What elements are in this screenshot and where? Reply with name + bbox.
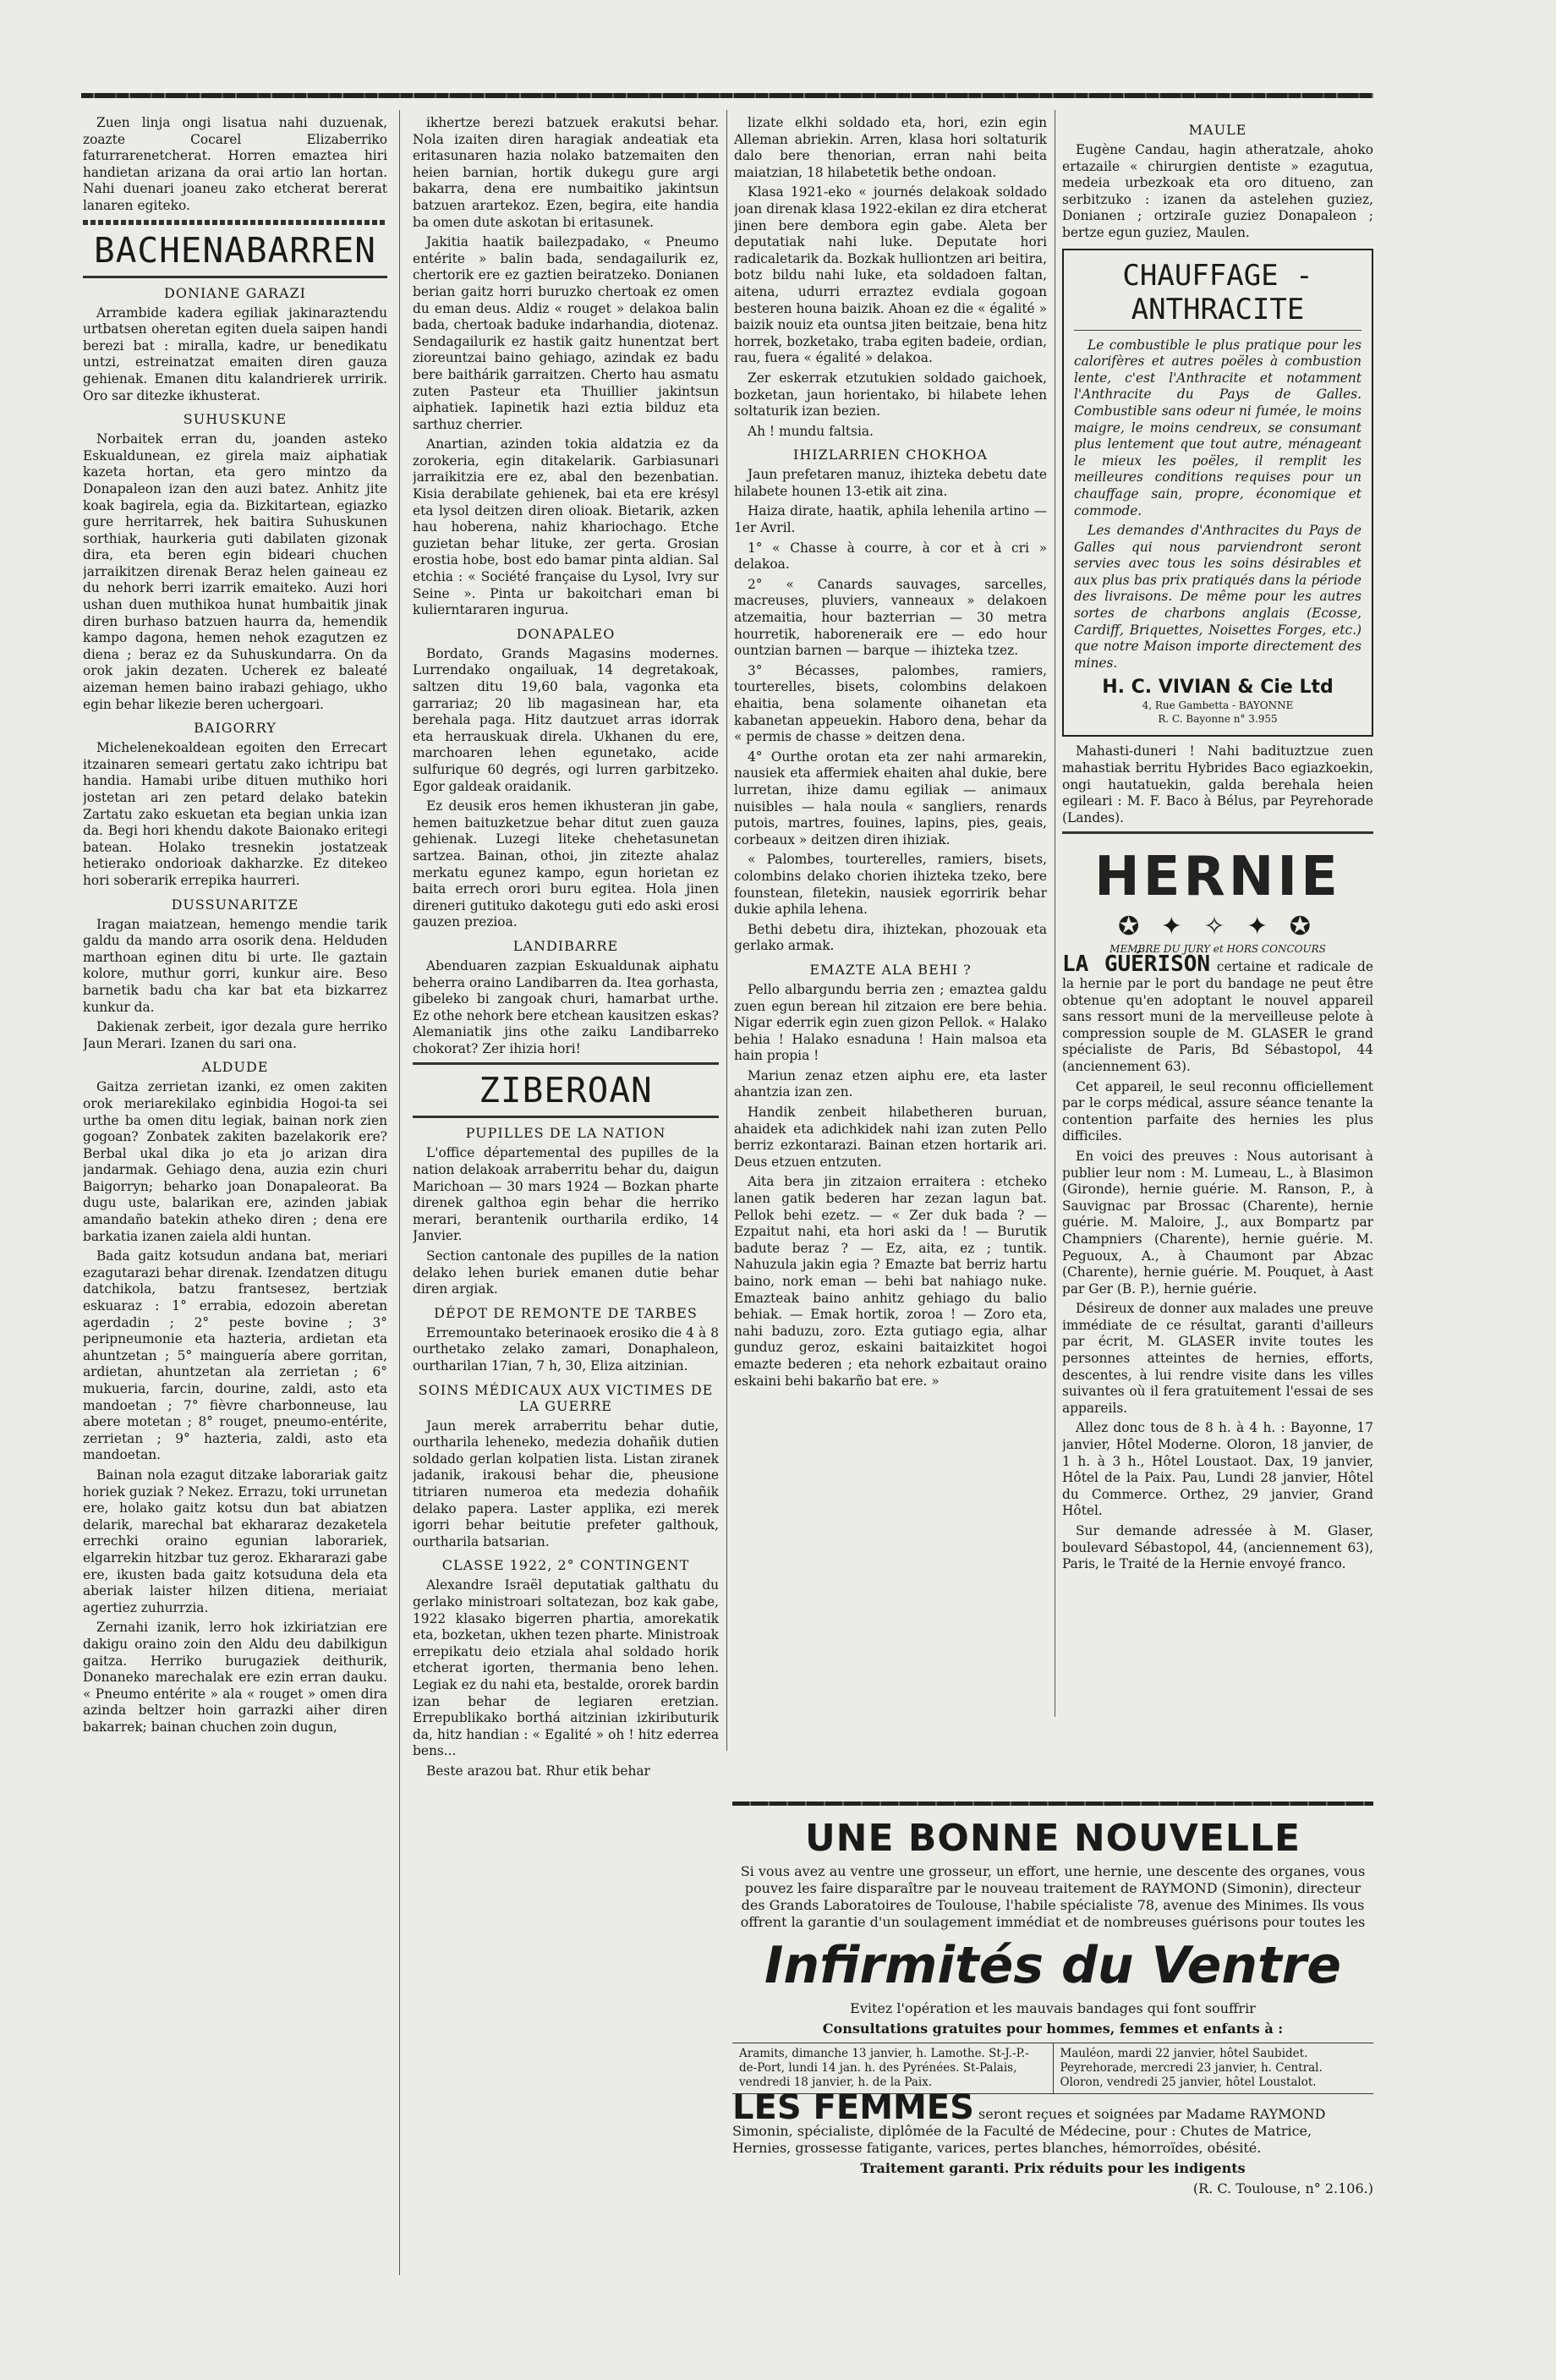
- paragraph: Dakienak zerbeit, igor dezala gure herriko Jaun Merari. Izanen du sari ona.: [83, 1019, 387, 1051]
- paragraph: Jaun merek arraberritu behar dutie, ourtharila leheneko, medezia dohañik dutien soldado gerlan kolpatien lista. Listan ziranek jadanik, irakousi behar die, pheusione titriaren numeroa eta medezia dohañik delako papera. Laster applika, ezi merek igorri behar beitutie prefeter galthouk, ourtharila batsarian.: [413, 1418, 719, 1549]
- divider: [413, 1116, 719, 1118]
- article-heading: SUHUSKUNE: [183, 411, 288, 428]
- paragraph: En voici des preuves : Nous autorisant à publier leur nom : M. Lumeau, L., à Blasimon (Gironde), hernie guérie. M. Ranson, P., à Sauvignac par Brossac (Charente), hernie guérie. M. Maloire, J., aux Bompartz par Champniers (Charente), hernie guérie. M. Peguoux, A., à Chaumont par Abzac (Charente), hernie guérie. M. Pouquet, à Aast par Ger (B. P.), hernie guérie.: [1062, 1148, 1373, 1297]
- paragraph: Zer eskerrak etzutukien soldado gaichoek, bozketan, jaun horientako, bi hilabete lehen soltaturik izan bezien.: [734, 370, 1047, 420]
- article-heading: DUSSUNARITZE: [171, 896, 299, 913]
- article-heading: ALDUDE: [201, 1059, 269, 1076]
- raymond-advert: [732, 1813, 1373, 2321]
- paragraph: Désireux de donner aux malades une preuve immédiate de ce résultat, garanti d'ailleurs par écrit, M. GLASER invite toutes les personnes atteintes de hernies, efforts, descentes, à lui rendre visite dans les villes suivantes où il fera gratuitement l'essai de ses appareils.: [1062, 1301, 1373, 1416]
- paragraph: Le combustible le plus pratique pour les calorifères et autres poëles à combustion lente, c'est l'Anthracite et notamment l'Anthracite du Pays de Galles. Combustible sans odeur ni fumée, le moins maigre, le moins cendreux, se consumant plus lentement que tout autre, ménageant le mieux les poëles, il remplit les meilleures conditions requises pour un chauffage sain, propre, économique et commode.: [1074, 337, 1362, 518]
- paragraph: Aita bera jin zitzaion erraitera : etcheko lanen gatik bederen har zezan lagun bat. Pellok behi ezetz. — « Zer duk bada ? — Ezpaitut nahi, eta hori aski da ! — Burutik badute beraz ? — Ez, aita, ez ; tuntik. Nahuzula jakin egia ? Emazte bat berriz hartu baino, nork eman — behi bat nahiago nuke. Emazteak baino anhitz gehiago du balio behiak. — Emak hortik, zoroa ! — Zoro eta, nahi baduzu, zoro. Ezta gutiago egia, alhar gunduz geroz, eskaini baitaizkitet hogoi emazte bederen ; eta nehork ezbaitaut oraino eskaini behi bakarño bat ere. »: [734, 1174, 1047, 1389]
- section-title: ZIBEROAN: [479, 1070, 653, 1111]
- paragraph: 4° Ourthe orotan eta zer nahi armarekin, nausiek eta affermiek ehaiten ahal dukie, bere lurretan, ihize damu egiliak — animaux nuisibles — hala noula « sangliers, renards putois, martres, fouines, lapins, pies, geais, corbeaux » deitzen diren ihiziak.: [734, 749, 1047, 847]
- advert-address: 4, Rue Gambetta - BAYONNE: [1142, 699, 1294, 712]
- paragraph: Cet appareil, le seul reconnu officiellement par le corps médical, assure séance tenante la contention parfaite des hernies les plus difficiles.: [1062, 1078, 1373, 1144]
- newspaper-page: [81, 85, 1373, 2351]
- advert-top-rule: [732, 1801, 1373, 1806]
- paragraph: Abenduaren zazpian Eskualdunak aiphatu beherra oraino Landibarren da. Itea gorhasta, gibeleko bi zangoak churi, hamarbat urthe. Ez othe nehork bere etchean kausitzen eskas? Alemaniatik jins othe zaiku Landibarreko chokorat? Zer ihizia hori!: [413, 957, 719, 1056]
- paragraph: Handik zenbeit hilabetheren buruan, ahaidek eta adichkidek nahi izan zuten Pello berriz ezkontarazi. Bainan etzen hortarik ari. Deus etzuen entzuten.: [734, 1105, 1047, 1170]
- paragraph: Ah ! mundu faltsia.: [748, 423, 874, 439]
- advert-rc: (R. C. Toulouse, n° 2.106.): [1192, 2180, 1373, 2196]
- paragraph: certaine et radicale de la hernie par le port du bandage ne peut être obtenue qu'en adoptant le nouvel appareil sans ressort muni de la merveilleuse pelote à compression souple de M. GLASER le grand spécialiste de Paris, Bd Sébastopol, 44 (anciennement 63).: [1062, 959, 1373, 1074]
- advert-subtitle: MEMBRE DU JURY et HORS CONCOURS: [1109, 943, 1326, 956]
- paragraph: Sur demande adressée à M. Glaser, boulevard Sébastopol, 44, (anciennement 63), Paris, le Traité de la Hernie envoyé franco.: [1062, 1523, 1373, 1572]
- paragraph: Zuen linja ongi lisatua nahi duzuenak, zoazte Cocarel Elizaberriko faturrarenetcherat. Horren emaztea hiri handietan arizana da orai artio lan hortan. Nahi duenari joaneu zako etcherat bererat lanaren egiteko.: [83, 115, 387, 213]
- paragraph: Mariun zenaz etzen aiphu ere, eta laster ahantzia izan zen.: [734, 1067, 1047, 1100]
- article-heading: DÉPOT DE REMONTE DE TARBES: [434, 1304, 698, 1321]
- advert-heading: CHAUFFAGE - ANTHRACITE: [1074, 259, 1362, 331]
- column-rule: [399, 110, 400, 2275]
- paragraph: Klasa 1921-eko « journés delakoak soldado joan direnak klasa 1922-ekilan ez dira etcherat jinen bere dembora egin gabe. Aleta ber deputatiak nahi luke. Deputate hori radicaletarik da. Bozkak hulliontzen ari beitira, botz bildu nahi luke, eta soldadoen faltan, aitena, udurri erraztez evdiala gogoan besteren houna baizik. Ahoan ez die « égalité » baizik nouiz eta ountsa jiten beitzaie, bena hitz horrek, bozketako, traba egiten badeie, ordian, rau, fuera « égalité » delakoa.: [734, 184, 1047, 366]
- consultation-left: Aramits, dimanche 13 janvier, h. Lamothe. St-J.-P.-de-Port, lundi 14 jan. h. des Pyrénées. St-Palais, vendredi 18 janvier, h. de la Paix.: [732, 2043, 1054, 2093]
- article-heading: PUPILLES DE LA NATION: [465, 1125, 666, 1142]
- column-1: [83, 115, 387, 2314]
- paragraph: Zernahi izanik, lerro hok izkiriatzian ere dakigu oraino zoin den Aldu deu dabilkigun gaitza. Herriko burugaziek deithurik, Donaneko marechalak ere ezin erran dauku. « Pneumo entérite » ala « rouget » omen dira azinda beltzer hoin garrazki aiher diren bakarrek; bainan chuchen zoin dugun,: [83, 1620, 387, 1735]
- paragraph: Jakitia haatik bailezpadako, « Pneumo entérite » balin bada, sendagailurik ez, chertorik ere ez gaztien beiratzeko. Donianen berian gaitz horri buruzko chertoak ez omen du eman deus. Aldiz « rouget » delakoa balin bada, chertoak baduke indarhandia, diotenaz. Sendagailurik ez hastik gaitz hunentzat bert zioreuntzai baino gehiago, azindak ez badu bere baithárik garraitzen. Cherto hau asmatu zuten Pasteur eta Thuillier jakintsun aiphatiek. Iapinetik hazi eztia bilduz eta sarthuz cherrier.: [413, 234, 719, 432]
- paragraph: Allez donc tous de 8 h. à 4 h. : Bayonne, 17 janvier, Hôtel Moderne. Oloron, 18 janvier, de 1 h. à 3 h., Hôtel Loustaot. Dax, 19 janvier, Hôtel de la Paix. Pau, Lundi 28 janvier, Hôtel du Commerce. Orthez, 29 janvier, Grand Hôtel.: [1062, 1420, 1373, 1519]
- paragraph: Arrambide kadera egiliak jakinaraztendu urtbatsen oheretan egiten duela saipen handi berezi bat : miralla, kadre, ur benedikatu untzi, estreinatzat emaiten diren gauza gehienak. Emanen ditu kalandrierek urririk. Oro sar ditezke ikhusterat.: [83, 304, 387, 403]
- article-heading: SOINS MÉDICAUX AUX VICTIMES DE LA GUERRE: [418, 1381, 714, 1414]
- paragraph: Bethi debetu dira, ihiztekan, phozouak eta gerlako armak.: [734, 921, 1047, 954]
- advert-title: UNE BONNE NOUVELLE: [804, 1817, 1301, 1860]
- femmes-heading: LES FEMMES: [732, 2088, 974, 2127]
- paragraph: Gaitza zerrietan izanki, ez omen zakiten orok meriarekilako eginbidia Hogoi-ta sei urthe ba omen ditu legiak, bainan nork zien gogoan? Zonbatek zakiten bazelakorik ere? Berbal ukal dika jo eta jo arizan dira jandarmak. Gehiago dena, auzia ezin churi Baigorryn; beharko joan Donapaleorat. Ba dugu uste, balarikan ere, azinden jabiak amandaño batekin atheko diren ; dena ere barkatia izanen zaiela aldi huntan.: [83, 1079, 387, 1244]
- divider: [83, 276, 387, 278]
- article-heading: EMAZTE ALA BEHI ?: [809, 961, 972, 978]
- advert-rc: R. C. Bayonne n° 3.955: [1158, 713, 1278, 726]
- guerison-heading: LA GUÉRISON: [1062, 951, 1211, 978]
- hernie-advert-title: HERNIE: [1094, 846, 1341, 909]
- divider: [1062, 831, 1373, 834]
- consultation-right: Mauléon, mardi 22 janvier, hôtel Saubidet. Peyrehorade, mercredi 23 janvier, h. Central. Oloron, vendredi 25 janvier, hôtel Loustalot.: [1060, 2047, 1323, 2089]
- paragraph: Pello albargundu berria zen ; emaztea galdu zuen egun berean hil zitzaion ere bere behia. Nigar ederrik egin zuen gizon Pellok. « Halako behia ! Halako esnaduna ! Hain malsoa eta hain propia !: [734, 981, 1047, 1064]
- divider: [413, 1062, 719, 1065]
- paragraph: Consultations gratuites pour hommes, femmes et enfants à :: [822, 2021, 1284, 2037]
- anthracite-advert: [1062, 249, 1373, 738]
- paragraph: Si vous avez au ventre une grosseur, un effort, une hernie, une descente des organes, vous pouvez les faire disparaître par le nouveau traitement de RAYMOND (Simonin), directeur des Grands Laboratoires de Toulouse, l'habile spécialiste 78, avenue des Minimes. Ils vous offrent la garantie d'un soulagement immédiat et de nombreuses guérisons pour toutes les: [740, 1863, 1366, 1930]
- advert-signature: H. C. VIVIAN & Cie Ltd: [1102, 677, 1334, 699]
- section-title: BACHENABARREN: [94, 229, 376, 271]
- paragraph: Haiza dirate, haatik, aphila lehenila artino — 1er Avril.: [734, 503, 1047, 536]
- column-3: [734, 115, 1047, 1773]
- paragraph: 1° « Chasse à courre, à cor et à cri » delakoa.: [734, 540, 1047, 573]
- column-rule: [726, 110, 727, 1751]
- paragraph: Beste arazou bat. Rhur etik behar: [426, 1763, 650, 1779]
- article-heading: MAULE: [1188, 122, 1247, 138]
- paragraph: Erremountako beterinaoek erosiko die 4 à 8 ourthetako zelako zamari, Donaphaleon, ourtharilan 17ian, 7 h, 30, Eliza aitzinian.: [413, 1324, 719, 1374]
- paragraph: L'office départemental des pupilles de la nation delakoak arraberritu behar du, daigun Marichoan — 30 mars 1924 — Bozkan pharte direnek galthoa egin behar die herriko merari, berantenik ourtharila erdiko, 14 Janvier.: [413, 1145, 719, 1244]
- top-rule: [81, 93, 1373, 98]
- article-heading: CLASSE 1922, 2° CONTINGENT: [441, 1557, 690, 1574]
- divider: [83, 220, 387, 225]
- paragraph: Bordato, Grands Magasins modernes. Lurrendako ongailuak, 14 degretakoak, saltzen ditu 19,60 bala, vagonka eta garrariaz; 20 lib magasinean har, eta berehala paga. Hitz dautzuet arras idorrak eta herrauskuak direla. Ukhanen du ere, marchoaren lehen egunetako, acide sulfurique 60 degrés, ogi lurren garbitzeko. Egor galdeak oraidanik.: [413, 645, 719, 794]
- paragraph: Bada gaitz kotsudun andana bat, meriari ezagutarazi behar direnak. Izendatzen ditugu datchikola, batzu frantsesez, bertziak eskuaraz : 1° errabia, edozoin aberetan agerdadin ; 2° peste bovine ; 3° peripneumonie eta hazteria, ardietan eta ahuntzetan ; 5° mainguería abere gorritan, ardietan, ahuntzetan ala zerrietan ; 6° mukueria, farcin, dourine, zaldi, asto eta mandoetan ; 7° fièvre charbonneuse, lau abere motetan ; 8° rouget, pneumo-entérite, zerrietan ; 9° hazteria, zaldi, asto eta mandoetan.: [83, 1248, 387, 1463]
- paragraph: Jaun prefetaren manuz, ihizteka debetu date hilabete hounen 13-etik ait zina.: [734, 467, 1047, 499]
- paragraph: Traitement garanti. Prix réduits pour les indigents: [860, 2160, 1246, 2176]
- article-heading: LANDIBARRE: [512, 937, 619, 954]
- paragraph: Anartian, azinden tokia aldatzia ez da zorokeria, egin ditakelarik. Garbiasunari jarraikitzia ere ez, abal den bezenbatian. Kisia derabilate gehienek, bai eta ere krésyl eta lysol deitzen diren olioak. Bietarik, azken hau hoberena, nahiz khariochago. Etche guzietan behar lituke, zer gerta. Grosian erostia hobe, bost edo bamar pinta aldian. Sal etchia : « Société française du Lysol, Ivry sur Seine ». Pinta ur bakoitchari eman bi kulierntararen ingurua.: [413, 436, 719, 618]
- column-4: [1062, 115, 1373, 1773]
- paragraph: Ez deusik eros hemen ikhusteran jin gabe, hemen baituzketzue behar ditut zuen gauza gehienak. Luzegi liteke chehetasunetan sartzea. Bainan, othoi, jin zitezte ahalaz merkatu egunez kampo, egun horietan ez baita errech orori buru egitea. Hola jinen direneri gutituko dakotegu guti edo aski erosi gauzen prezioa.: [413, 798, 719, 930]
- consultation-table: [732, 2043, 1373, 2094]
- paragraph: ikhertze berezi batzuek erakutsi behar. Nola izaiten diren haragiak andeatiak eta eritasunaren hazia nolako batzemaiten den heien barnian, hortik dukegu gure argi bakarra, dena ere numbaitiko jakintsun batzuen arartekoz. Ezen, begira, eite handia ba omen dute askotan bi eritasunek.: [413, 115, 719, 230]
- paragraph: Norbaitek erran du, joanden asteko Eskualdunean, ez girela maiz aiphatiak kazeta hortan, eta gero mintzo da Donapaleon izan den auzi batez. Anhitz jite koak bagirela, egia da. Bizkitartean, egiazko gure herritarrek, hek baitira Suhuskunen sorthiak, haurkeria guti dabilaten gizonak dira, eta beren egin bideari chuchen jarraikitzen direnak Beraz helen gaineau ez du nehork berri izarrik emaiteko. Auzi hori ushan duen muthikoa hunat humbaitik jinak diren burhaso batzuen haurra da, hemendik kampo dagona, hemen nehok ezagutzen ez diena ; beraz ez da Suhuskundarra. On da orok jakin dezaten. Ucherek ez baleaté aizeman hemen baino irabazi gehiago, ukho egin behar likezie beren uchergoari.: [83, 431, 387, 712]
- paragraph: seront reçues et soignées par Madame RAYMOND Simonin, spécialiste, diplômée de la Faculté de Médecine, pour : Chutes de Matrice, Hernies, grossesse fatigante, varices, pertes blanches, hémorroïdes, obésité.: [732, 2106, 1326, 2156]
- paragraph: Michelenekoaldean egoiten den Errecart itzainaren semeari gertatu zako ichtripu bat handia. Hamabi uribe dituen muthiko hori jostetan ari zen petard delako batekin Zartatu zako eskuetan eta begian unkia izan da. Begi hori khendu dakote Baionako eritegi batean. Holako tresnekin jostatzeak hetierako ondorioak dakharzke. Ez ditekeo hori soberarik errepika haurreri.: [83, 740, 387, 888]
- article-heading: DONIANE GARAZI: [164, 284, 306, 301]
- paragraph: 2° « Canards sauvages, sarcelles, macreuses, pluviers, vanneaux » delakoen atzemaitia, hour bazterrian — 30 metra hourretik, haboreneraik ere — edo hour ountzian barnen — barque — ihizteka tzez.: [734, 576, 1047, 659]
- article-heading: IHIZLARRIEN CHOKHOA: [793, 447, 988, 463]
- column-2: [413, 115, 719, 2314]
- article-heading: BAIGORRY: [194, 720, 277, 737]
- paragraph: Evitez l'opération et les mauvais bandages qui font souffrir: [850, 2000, 1256, 2016]
- advert-headline: Infirmités du Ventre: [764, 1936, 1341, 1995]
- paragraph: Alexandre Israël deputatiak galthatu du gerlako ministroari soltatezan, boz kak gabe, 1922 klasako bigerren phartia, amorekatik eta, bozketan, ukhen tezen pharte. Ministroak errepikatu deio etziala ahal soldado horik etcherat igorten, thermania beno lehen. Legiak ez du nahi eta, bestalde, ororek bardin izan behar de legiaren eretzian. Errepublikako borthá aitzinian izkiributurik da, hitz handian : « Egalité » oh ! hitz ederrea bens...: [413, 1577, 719, 1759]
- paragraph: 3° Bécasses, palombes, ramiers, tourterelles, bisets, colombins delakoen ehaitia, bena solamente oihanetan eta kabanetan appeuekin. Haboro dena, behar da « permis de chasse » deitzen dena.: [734, 662, 1047, 745]
- paragraph: Eugène Candau, hagin atheratzale, ahoko ertazaile « chirurgien dentiste » ezagutua, medeia urbezkoak eta oro ditueno, zan serbitzuko : izanen da astelehen guziez, Donianen ; ortziraIe guziez Donapaleon ; bertze egun guziez, Maulen.: [1062, 142, 1373, 240]
- paragraph: Mahasti-duneri ! Nahi badituztzue zuen mahastiak berritu Hybrides Baco egiazkoekin, ongi hautatuekin, galda berehala heien egileari : M. F. Baco à Bélus, par Peyrehorade (Landes).: [1062, 743, 1373, 825]
- medals-icon: ✪ ✦ ✧ ✦ ✪: [1118, 912, 1318, 942]
- paragraph: Les demandes d'Anthracites du Pays de Galles qui nous parviendront seront servies avec tous les soins désirables et aux plus bas prix pratiqués dans la période des livraisons. De même pour les autres sortes de charbons anglais (Ecosse, Cardiff, Briquettes, Noisettes Forges, etc.) que notre Maison importe directement des mines.: [1074, 523, 1362, 671]
- paragraph: lizate elkhi soldado eta, hori, ezin egin Alleman abriekin. Arren, klasa hori soltaturik dalo bere thenorian, erran nahi beita maiatzian, 18 hilabetetik bethe ondoan.: [734, 115, 1047, 180]
- paragraph: Iragan maiatzean, hemengo mendie tarik galdu da mando arra osorik dena. Helduden marthoan eginen ditu bi urte. Ile gaztain kolore, muthur gorri, kunkur aire. Beso barnetik badu cha kar bat eta bizkarrez kunkur da.: [83, 916, 387, 1015]
- article-heading: DONAPALEO: [516, 625, 616, 642]
- paragraph: Bainan nola ezagut ditzake laborariak gaitz horiek guziak ? Nekez. Errazu, toki urrunetan ere, holako gaitz kotsu dun bat abiatzen delarik, marechal bat ekhararaz dezaketela errechki oraino egunian laborariek, elgarrekin hitzbar tuz geroz. Ekhararazi gabe ere, ikusten bada gaitz kotsuduna dela eta aberiak laister hilzen ditiena, meriaiat agertiez zuhurrzia.: [83, 1467, 387, 1615]
- paragraph: Section cantonale des pupilles de la nation delako lehen buriek emanen dutie behar diren argiak.: [413, 1248, 719, 1297]
- paragraph: « Palombes, tourterelles, ramiers, bisets, colombins delako chorien ihizteka tzeko, bere founstean, filetekin, nausiek egorririk behar dukie aphila lehena.: [734, 852, 1047, 918]
